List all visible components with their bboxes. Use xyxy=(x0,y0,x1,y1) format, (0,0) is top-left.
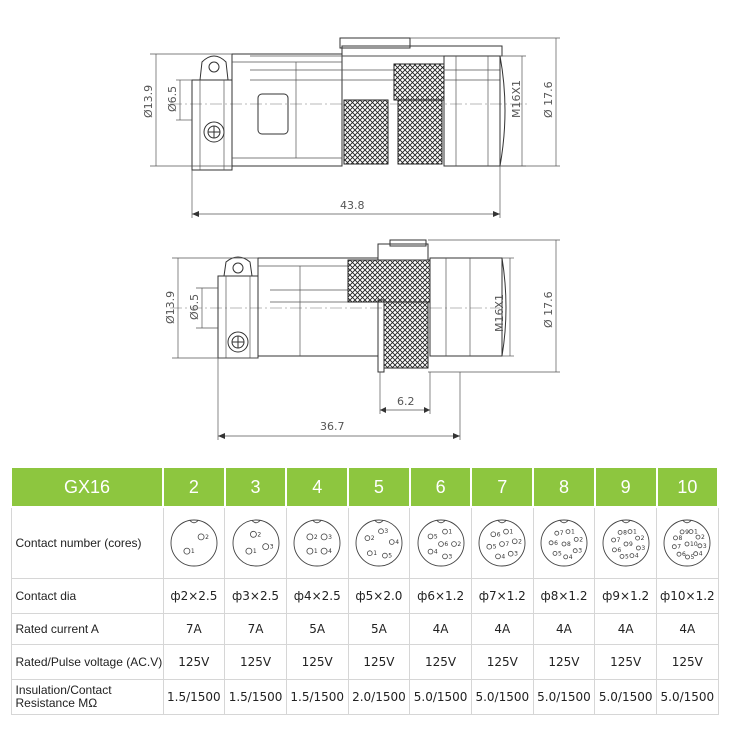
table-cell: 125V xyxy=(533,645,595,680)
pin-hole xyxy=(245,548,251,554)
pin-hole xyxy=(677,552,681,556)
pin-number: 7 xyxy=(559,530,564,538)
pin-number: 4 xyxy=(568,553,573,561)
pin-hole xyxy=(367,551,372,556)
pin-hole xyxy=(566,530,570,534)
pin-diagram xyxy=(595,507,657,579)
pin-hole xyxy=(635,536,639,540)
row-label: Insulation/Contact Resistance MΩ xyxy=(11,680,163,715)
pin-diagram xyxy=(657,507,719,579)
pin-hole xyxy=(574,537,578,541)
table-cell: 5.0/1500 xyxy=(595,680,657,715)
pin-hole xyxy=(442,529,447,534)
table-cell: 5A xyxy=(348,614,410,645)
header-core: 3 xyxy=(225,467,287,507)
header-core: 6 xyxy=(410,467,472,507)
pin-number: 2 xyxy=(256,531,261,539)
pin-number: 2 xyxy=(579,536,583,544)
pin-number: 5 xyxy=(624,553,629,561)
spec-table xyxy=(10,466,719,715)
pin-hole xyxy=(491,532,496,537)
pin-face-icon xyxy=(538,517,590,569)
pin-number: 6 xyxy=(617,546,621,554)
pin-hole xyxy=(382,553,387,558)
table-cell: 125V xyxy=(471,645,533,680)
pin-number: 1 xyxy=(190,548,195,556)
table-cell: ф3×2.5 xyxy=(225,579,287,614)
pin-hole xyxy=(487,544,492,549)
table-cell: 5.0/1500 xyxy=(471,680,533,715)
table-cell: 5.0/1500 xyxy=(410,680,472,715)
header-row xyxy=(11,467,718,507)
dim-bottom-nut: 6.2 xyxy=(397,395,415,408)
pin-number: 1 xyxy=(314,548,318,556)
pin-hole xyxy=(549,541,553,545)
table-cell: 125V xyxy=(286,645,348,680)
pin-hole xyxy=(674,536,678,540)
table-cell: ф9×1.2 xyxy=(595,579,657,614)
pin-face-icon xyxy=(476,517,528,569)
table-cell: 125V xyxy=(348,645,410,680)
pin-hole xyxy=(620,554,624,558)
pin-number: 3 xyxy=(447,553,452,561)
pin-number: 4 xyxy=(699,550,703,558)
dim-bottom-length: 36.7 xyxy=(320,420,345,433)
pin-hole xyxy=(611,538,615,542)
pin-hole xyxy=(624,542,628,546)
table-cell: 4A xyxy=(410,614,472,645)
bottom-connector-view xyxy=(164,240,560,440)
pin-hole xyxy=(513,539,518,544)
pin-number: 4 xyxy=(328,548,333,556)
pin-hole xyxy=(428,534,433,539)
pin-diagram xyxy=(286,507,348,579)
pin-hole xyxy=(673,545,677,549)
table-cell: ф8×1.2 xyxy=(533,579,595,614)
pin-face-icon xyxy=(661,517,713,569)
table-row xyxy=(11,507,718,579)
pin-diagram xyxy=(225,507,287,579)
dim-top-dia-body: Ø 17.6 xyxy=(542,81,555,118)
row-label: Contact dia xyxy=(11,579,163,614)
pin-hole xyxy=(696,535,700,539)
header-core: 8 xyxy=(533,467,595,507)
table-cell: ф2×2.5 xyxy=(163,579,225,614)
table-cell: 1.5/1500 xyxy=(163,680,225,715)
table-cell: ф5×2.0 xyxy=(348,579,410,614)
table-cell: 5.0/1500 xyxy=(657,680,719,715)
pin-hole xyxy=(451,542,456,547)
pin-hole xyxy=(685,542,689,546)
pin-number: 1 xyxy=(509,528,514,536)
pin-number: 5 xyxy=(388,552,393,560)
pin-number: 2 xyxy=(640,535,645,543)
header-model: GX16 xyxy=(11,467,163,507)
pin-hole xyxy=(365,536,370,541)
table-cell: ф7×1.2 xyxy=(471,579,533,614)
pin-diagram xyxy=(163,507,225,579)
table-cell: 5A xyxy=(286,614,348,645)
pin-hole xyxy=(198,534,204,540)
pin-number: 10 xyxy=(690,541,698,548)
pin-hole xyxy=(307,534,313,540)
pin-number: 9 xyxy=(628,541,633,548)
row-label: Contact number (cores) xyxy=(11,507,163,579)
pin-number: 7 xyxy=(677,543,682,551)
pin-number: 1 xyxy=(570,528,575,536)
pin-diagram xyxy=(471,507,533,579)
pin-number: 3 xyxy=(578,547,582,555)
pin-number: 2 xyxy=(314,533,318,541)
pin-hole xyxy=(504,529,509,534)
pin-hole xyxy=(612,548,616,552)
pin-hole xyxy=(496,554,501,559)
pin-number: 3 xyxy=(641,545,645,552)
dim-bottom-dia-inner: Ø6.5 xyxy=(188,293,201,320)
table-cell: 4A xyxy=(471,614,533,645)
pin-face-icon xyxy=(415,517,467,569)
pin-hole xyxy=(442,554,447,559)
pin-number: 1 xyxy=(694,528,699,536)
pin-hole xyxy=(628,530,632,534)
pin-hole xyxy=(686,555,690,559)
header-core: 9 xyxy=(595,467,657,507)
header-core: 4 xyxy=(286,467,348,507)
table-cell: 125V xyxy=(163,645,225,680)
pin-face-icon xyxy=(353,517,405,569)
pin-hole xyxy=(562,542,566,546)
pin-face-icon xyxy=(291,517,343,569)
dim-top-dia-inner: Ø6.5 xyxy=(166,85,179,112)
table-cell: 1.5/1500 xyxy=(225,680,287,715)
pin-number: 2 xyxy=(370,535,375,543)
table-row xyxy=(11,614,718,645)
pin-number: 1 xyxy=(373,550,377,558)
row-label: Rated current A xyxy=(11,614,163,645)
pin-number: 8 xyxy=(622,529,627,537)
pin-face-icon xyxy=(600,517,652,569)
table-cell: 5.0/1500 xyxy=(533,680,595,715)
pin-number: 3 xyxy=(328,533,333,541)
header-core: 7 xyxy=(471,467,533,507)
table-row xyxy=(11,680,718,715)
pin-hole xyxy=(307,548,313,554)
header-core: 2 xyxy=(163,467,225,507)
pin-hole xyxy=(689,530,693,534)
table-cell: 125V xyxy=(410,645,472,680)
pin-number: 3 xyxy=(384,528,389,536)
pin-number: 1 xyxy=(252,548,257,556)
table-cell: ф10×1.2 xyxy=(657,579,719,614)
pin-number: 6 xyxy=(443,541,448,548)
pin-face-icon xyxy=(230,517,282,569)
pin-number: 5 xyxy=(433,533,438,541)
table-cell: ф6×1.2 xyxy=(410,579,472,614)
pin-number: 8 xyxy=(678,534,683,542)
pin-diagram xyxy=(533,507,595,579)
pin-number: 9 xyxy=(685,528,690,536)
dim-bottom-thread: M16X1 xyxy=(493,293,506,332)
pin-face-icon xyxy=(168,517,220,569)
pin-number: 8 xyxy=(566,541,571,548)
pin-hole xyxy=(250,531,256,537)
pin-number: 6 xyxy=(682,551,687,559)
pin-diagram xyxy=(410,507,472,579)
pin-hole xyxy=(428,549,433,554)
pin-number: 5 xyxy=(492,543,497,551)
dim-bottom-dia-body: Ø 17.6 xyxy=(542,291,555,328)
pin-number: 1 xyxy=(447,528,452,536)
pin-number: 3 xyxy=(703,542,708,550)
pin-hole xyxy=(573,549,577,553)
table-row xyxy=(11,579,718,614)
dim-top-thread: M16X1 xyxy=(510,79,523,118)
table-cell: 7A xyxy=(225,614,287,645)
pin-diagram xyxy=(348,507,410,579)
pin-hole xyxy=(618,530,622,534)
pin-number: 6 xyxy=(496,531,501,539)
table-cell: 4A xyxy=(657,614,719,645)
pin-hole xyxy=(630,554,634,558)
pin-number: 4 xyxy=(433,548,438,556)
header-core: 10 xyxy=(657,467,719,507)
pin-number: 5 xyxy=(557,550,562,558)
pin-number: 4 xyxy=(634,552,639,560)
pin-hole xyxy=(698,544,702,548)
table-cell: 125V xyxy=(225,645,287,680)
dim-top-length: 43.8 xyxy=(340,199,365,212)
pin-number: 4 xyxy=(501,553,506,561)
pin-hole xyxy=(636,546,640,550)
table-cell: 7A xyxy=(163,614,225,645)
pin-number: 3 xyxy=(269,543,274,551)
table-cell: ф4×2.5 xyxy=(286,579,348,614)
pin-hole xyxy=(262,544,268,550)
pin-number: 2 xyxy=(456,541,461,548)
pin-hole xyxy=(680,530,684,534)
header-core: 5 xyxy=(348,467,410,507)
pin-hole xyxy=(184,548,190,554)
dim-bottom-dia-outer: Ø13.9 xyxy=(164,290,177,324)
pin-hole xyxy=(438,542,443,547)
pin-number: 2 xyxy=(518,538,523,546)
top-connector-view xyxy=(142,38,560,218)
pin-hole xyxy=(321,534,327,540)
dim-top-dia-outer: Ø13.9 xyxy=(142,84,155,118)
table-cell: 4A xyxy=(533,614,595,645)
table-row xyxy=(11,645,718,680)
table-cell: 1.5/1500 xyxy=(286,680,348,715)
pin-number: 2 xyxy=(701,534,706,542)
pin-number: 4 xyxy=(395,539,399,546)
pin-hole xyxy=(555,531,559,535)
table-cell: 125V xyxy=(595,645,657,680)
table-cell: 2.0/1500 xyxy=(348,680,410,715)
pin-number: 3 xyxy=(514,550,519,558)
pin-hole xyxy=(564,555,568,559)
pin-number: 1 xyxy=(632,528,637,536)
pin-number: 7 xyxy=(505,541,510,548)
pin-number: 7 xyxy=(616,537,621,544)
table-cell: 4A xyxy=(595,614,657,645)
pin-hole xyxy=(389,540,394,545)
pin-number: 6 xyxy=(554,539,558,547)
table-cell: 125V xyxy=(657,645,719,680)
pin-hole xyxy=(509,551,514,556)
pin-number: 2 xyxy=(204,533,209,541)
pin-number: 5 xyxy=(690,554,695,561)
pin-hole xyxy=(500,542,505,547)
pin-hole xyxy=(553,551,557,555)
row-label: Rated/Pulse voltage (AC.V) xyxy=(11,645,163,680)
pin-hole xyxy=(321,548,327,554)
pin-hole xyxy=(379,529,384,534)
